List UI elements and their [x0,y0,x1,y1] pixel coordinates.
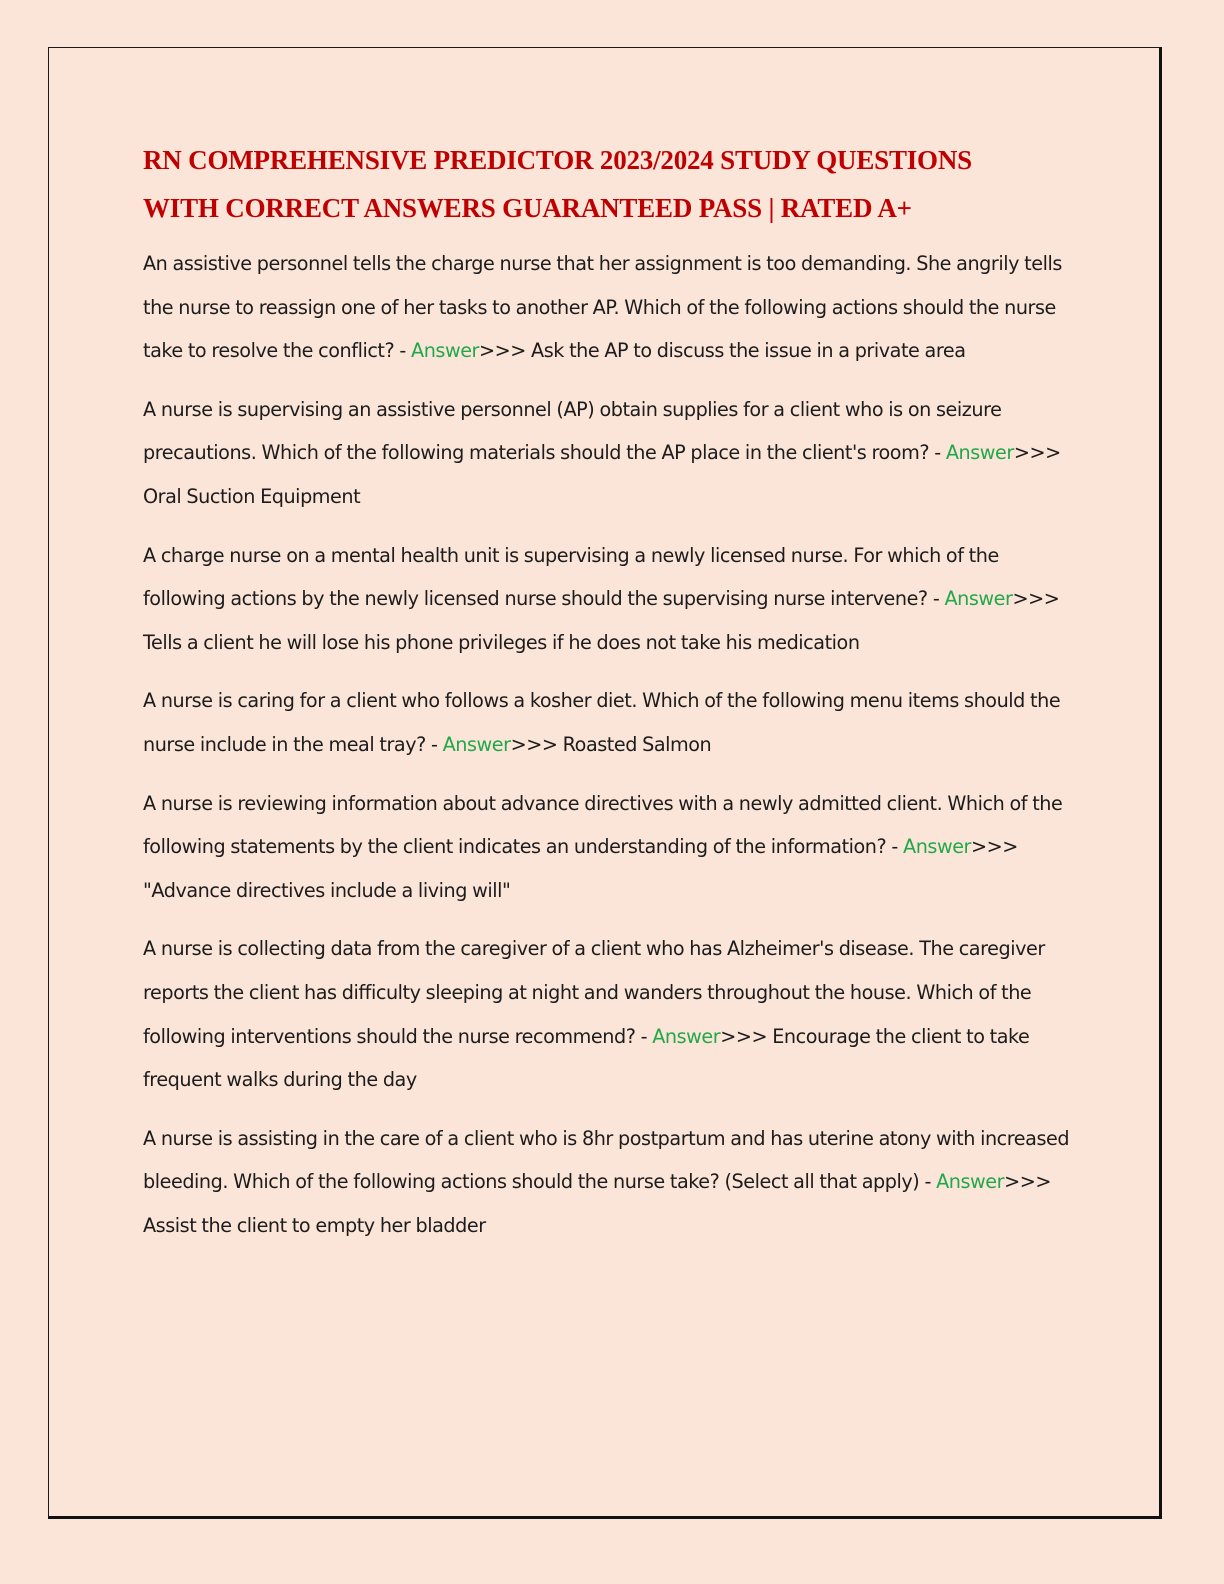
qa-item [143,927,1083,1101]
answer-text: >>> "Advance directives include a living will" [143,835,1018,902]
question-text: A nurse is assisting in the care of a client who is 8hr postpartum and has uterine atony with increased bleeding. Which of the following actions should the nurse take? (Select all that apply) - [143,1126,1070,1194]
answer-label: Answer [936,1170,1005,1194]
document-title [143,136,1083,232]
question-text: A nurse is supervising an assistive personnel (AP) obtain supplies for a client who is on seizure precautions. Which of the following materials should the AP place in the client's room? - [143,397,1002,465]
answer-label: Answer [945,441,1014,465]
qa-item [143,388,1083,519]
qa-item [143,679,1083,766]
answer-label: Answer [903,835,972,859]
answer-text: >>> Roasted Salmon [510,732,712,756]
answer-text: >>> Assist the client to empty her bladder [143,1170,1051,1237]
answer-text: >>> Encourage the client to take frequent walks during the day [143,1024,1030,1092]
answer-label: Answer [442,732,511,756]
qa-item [143,782,1083,913]
question-text: A charge nurse on a mental health unit is supervising a newly licensed nurse. For which of the following actions by the newly licensed nurse should the supervising nurse intervene? - [143,543,999,611]
qa-item [143,534,1083,665]
answer-text: >>> Tells a client he will lose his phone privileges if he does not take his medication [143,587,1060,654]
title-line-1: RN COMPREHENSIVE PREDICTOR 2023/2024 STUDY QUESTIONS [143,145,972,175]
qa-item [143,242,1083,373]
question-text: A nurse is reviewing information about advance directives with a newly admitted client. Which of the following statements by the client indicates an understanding of the information? - [143,791,1063,859]
answer-text: >>> Ask the AP to discuss the issue in a private area [479,339,966,363]
title-line-2: WITH CORRECT ANSWERS GUARANTEED PASS | RATED A+ [143,193,912,223]
answer-text: >>> Oral Suction Equipment [143,441,1061,508]
qa-item [143,1117,1083,1248]
question-text: A nurse is collecting data from the caregiver of a client who has Alzheimer's disease. The caregiver reports the client has difficulty sleeping at night and wanders throughout the house. Which of the following interventions should the nurse recommend? - [143,937,1045,1048]
document-body [143,136,1083,1262]
question-text: A nurse is caring for a client who follows a kosher diet. Which of the following menu items should the nurse include in the meal tray? - [143,689,1061,756]
answer-label: Answer [411,339,479,363]
question-text: An assistive personnel tells the charge nurse that her assignment is too demanding. She angrily tells the nurse to reassign one of her tasks to another AP. Which of the following actions should the nurse take to resolve the conflict? - [143,252,1062,363]
answer-label: Answer [652,1024,721,1048]
answer-label: Answer [944,587,1013,611]
